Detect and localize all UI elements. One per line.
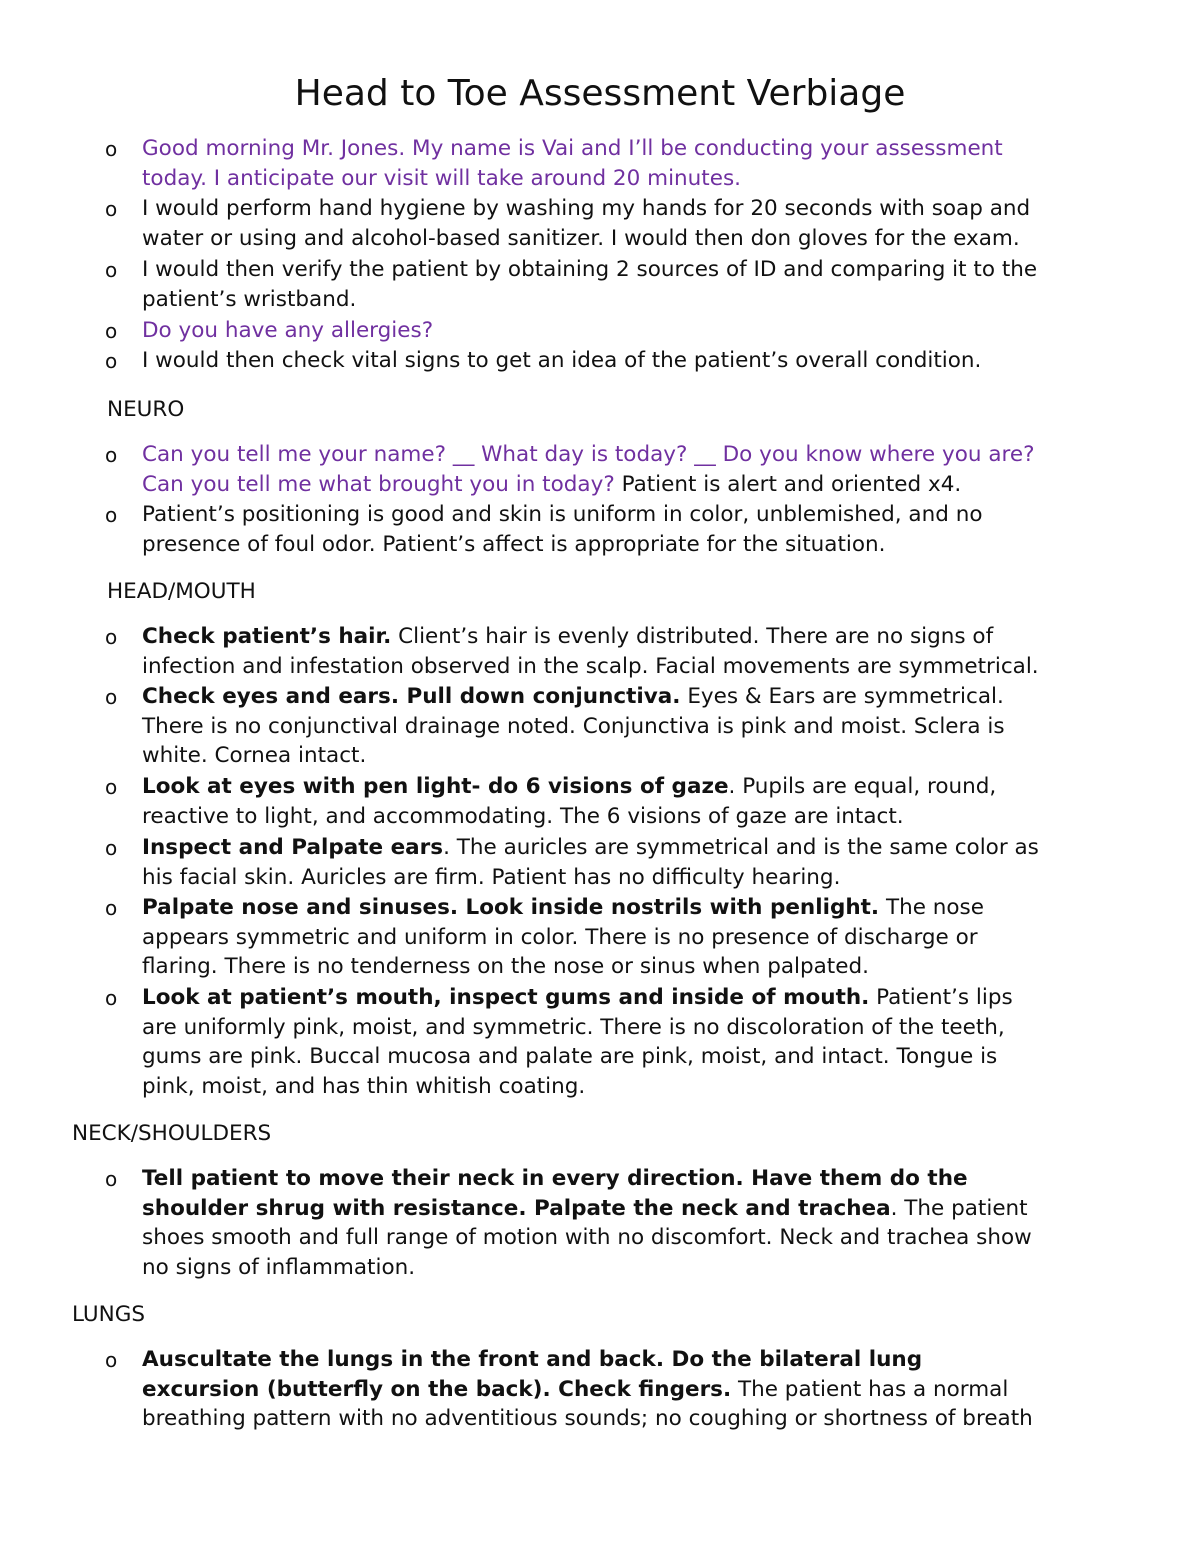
text-run: I would perform hand hygiene by washing my hands for 20 seconds with soap and: [142, 196, 1031, 221]
text-line: [142, 255, 1142, 285]
bold-instruction: excursion (butterfly on the back). Check fingers.: [142, 1376, 732, 1402]
bold-instruction: Look at eyes with pen light- do 6 visions of gaze: [142, 774, 729, 799]
text-line: [142, 194, 1142, 224]
head-mouth-item: [105, 893, 1142, 982]
text-line: [142, 530, 1142, 560]
bullet-marker-icon: o: [105, 625, 118, 649]
text-run: Eyes & Ears are symmetrical.: [680, 684, 1004, 709]
text-run: his facial skin. Auricles are firm. Patient has no difficulty hearing.: [142, 865, 841, 891]
text-run: The nose: [879, 895, 984, 920]
text-line: [142, 923, 1142, 953]
bold-instruction: Tell patient to move their neck in every direction. Have them do the: [142, 1166, 968, 1191]
text-line: [142, 1253, 1142, 1283]
text-run: are uniformly pink, moist, and symmetric. There is no discoloration of the teeth,: [142, 1014, 1005, 1040]
intro-item: [105, 194, 1142, 255]
text-line: [142, 134, 1142, 164]
text-line: [142, 741, 1142, 771]
text-line: [142, 1042, 1142, 1072]
spoken-prompt: Can you tell me what brought you in today?: [142, 472, 615, 498]
bold-instruction: Palpate nose and sinuses. Look inside nostrils with penlight.: [142, 895, 880, 920]
intro-item: [105, 255, 1142, 316]
text-run: gums are pink. Buccal mucosa and palate are pink, moist, and intact. Tongue is: [142, 1044, 998, 1069]
spoken-prompt: Do you have any allergies?: [142, 318, 434, 343]
text-line: [142, 500, 1142, 530]
text-line: [142, 1072, 1142, 1102]
text-run: white. Cornea intact.: [142, 743, 367, 768]
section-heading-neck-shoulders: NECK/SHOULDERS: [72, 1121, 272, 1146]
text-line: [142, 1223, 1142, 1253]
bullet-marker-icon: o: [105, 775, 118, 799]
bullet-marker-icon: o: [105, 1167, 118, 1191]
text-run: breathing pattern with no adventitious sounds; no coughing or shortness of breath: [142, 1406, 1033, 1431]
text-line: [142, 1375, 1142, 1405]
bullet-marker-icon: o: [105, 197, 118, 221]
section-heading-neuro: NEURO: [107, 397, 185, 422]
text-run: . The patient: [890, 1195, 1028, 1221]
head-mouth-item: [105, 682, 1142, 771]
text-line: [142, 802, 1142, 832]
spoken-prompt: today. I anticipate our visit will take around 20 minutes.: [142, 166, 741, 192]
section-heading-head-mouth: HEAD/MOUTH: [107, 579, 256, 604]
text-run: I would then check vital signs to get an idea of the patient’s overall condition.: [142, 348, 982, 373]
intro-item: [105, 134, 1142, 195]
text-line: [142, 652, 1142, 682]
text-run: no signs of inflammation.: [142, 1254, 416, 1280]
text-run: Client’s hair is evenly distributed. There are no signs of: [391, 624, 994, 649]
text-line: [142, 224, 1142, 254]
text-line: [142, 470, 1142, 500]
bold-instruction: Check eyes and ears. Pull down conjunctiva.: [142, 684, 681, 709]
text-line: [142, 682, 1142, 712]
head-mouth-item: [105, 772, 1142, 833]
text-run: I would then verify the patient by obtaining 2 sources of ID and comparing it to the: [142, 257, 1038, 282]
text-line: [142, 164, 1142, 194]
text-line: [142, 1013, 1142, 1043]
bullet-marker-icon: o: [105, 986, 118, 1010]
text-run: . The auricles are symmetrical and is the same color as: [443, 835, 1039, 860]
text-run: patient’s wristband.: [142, 287, 357, 313]
head-mouth-item: [105, 622, 1142, 683]
text-line: [142, 983, 1142, 1013]
bullet-marker-icon: o: [105, 258, 118, 282]
text-line: [142, 893, 1142, 923]
bullet-marker-icon: o: [105, 896, 118, 920]
document-title: Head to Toe Assessment Verbiage: [294, 73, 906, 114]
neuro-item: [105, 500, 1142, 561]
bullet-marker-icon: o: [105, 319, 118, 343]
text-run: appears symmetric and uniform in color. There is no presence of discharge or: [142, 924, 978, 950]
lungs-item: [105, 1345, 1142, 1434]
bullet-marker-icon: o: [105, 443, 118, 467]
text-line: [142, 863, 1142, 893]
text-run: presence of foul odor. Patient’s affect is appropriate for the situation.: [142, 532, 886, 558]
text-line: [142, 712, 1142, 742]
text-run: Patient is alert and oriented x4.: [614, 472, 962, 498]
text-line: [142, 833, 1142, 863]
section-heading-lungs: LUNGS: [72, 1302, 146, 1327]
bullet-marker-icon: o: [105, 685, 118, 709]
text-line: [142, 1164, 1142, 1194]
text-run: reactive to light, and accommodating. The 6 visions of gaze are intact.: [142, 804, 904, 830]
text-line: [142, 346, 1142, 376]
bullet-marker-icon: o: [105, 503, 118, 527]
bold-instruction: Check patient’s hair.: [142, 624, 392, 649]
text-line: [142, 622, 1142, 652]
text-run: shoes smooth and full range of motion with no discomfort. Neck and trachea show: [142, 1225, 1032, 1250]
bullet-marker-icon: o: [105, 349, 118, 373]
bullet-marker-icon: o: [105, 1348, 118, 1372]
text-line: [142, 285, 1142, 315]
intro-item: [105, 346, 1142, 376]
text-run: pink, moist, and has thin whitish coating.: [142, 1073, 586, 1099]
bullet-marker-icon: o: [105, 836, 118, 860]
bold-instruction: Look at patient’s mouth, inspect gums and inside of mouth.: [142, 985, 870, 1010]
text-line: [142, 1194, 1142, 1224]
spoken-prompt: Good morning Mr. Jones. My name is Vai and I’ll be conducting your assessment: [142, 136, 1003, 161]
text-run: infection and infestation observed in the scalp. Facial movements are symmetrical.: [142, 654, 1039, 680]
text-line: [142, 952, 1142, 982]
intro-item: [105, 316, 1142, 346]
text-line: [142, 316, 1142, 346]
text-line: [142, 440, 1142, 470]
text-run: flaring. There is no tenderness on the nose or sinus when palpated.: [142, 954, 869, 979]
bold-instruction: Auscultate the lungs in the front and back. Do the bilateral lung: [142, 1347, 923, 1372]
head-mouth-item: [105, 833, 1142, 894]
text-run: . Pupils are equal, round,: [728, 774, 997, 799]
head-mouth-item: [105, 983, 1142, 1101]
neck-shoulders-item: [105, 1164, 1142, 1282]
spoken-prompt: Can you tell me your name? __ What day is today? __ Do you know where you are?: [142, 442, 1035, 467]
neuro-item: [105, 440, 1142, 501]
text-run: There is no conjunctival drainage noted. Conjunctiva is pink and moist. Sclera is: [142, 713, 1005, 739]
text-line: [142, 772, 1142, 802]
text-run: Patient’s positioning is good and skin is uniform in color, unblemished, and no: [142, 502, 983, 527]
bold-instruction: Inspect and Palpate ears: [142, 835, 444, 860]
text-run: The patient has a normal: [731, 1376, 1009, 1402]
text-run: Patient’s lips: [869, 985, 1013, 1010]
text-run: water or using and alcohol-based sanitizer. I would then don gloves for the exam.: [142, 226, 1020, 252]
text-line: [142, 1404, 1142, 1434]
text-line: [142, 1345, 1142, 1375]
bold-instruction: shoulder shrug with resistance. Palpate the neck and trachea: [142, 1195, 891, 1221]
bullet-marker-icon: o: [105, 137, 118, 161]
